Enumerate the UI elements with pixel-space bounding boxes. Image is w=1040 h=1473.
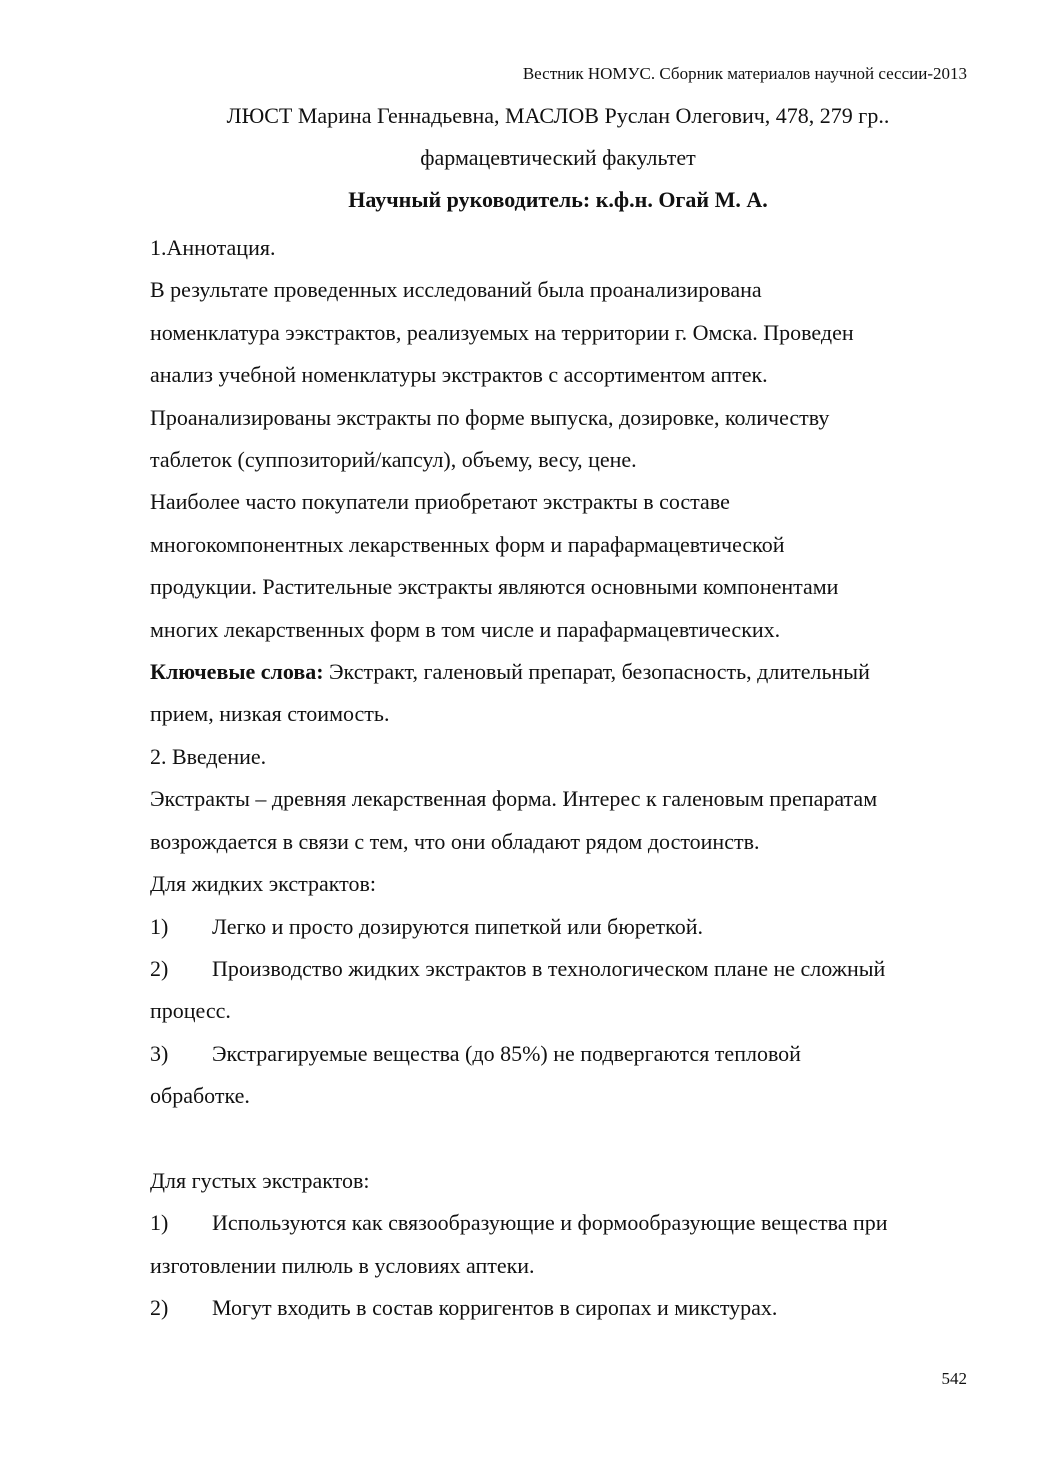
faculty-line: фармацевтический факультет [420, 145, 696, 170]
annotation-heading: 1.Аннотация. [150, 235, 276, 260]
list-item [150, 1202, 972, 1244]
intro-heading: 2. Введение. [150, 743, 267, 769]
list-number: 1) [150, 1210, 169, 1236]
annotation-line: В результате проведенных исследований была проанализирована [150, 277, 762, 303]
running-header: Вестник НОМУС. Сборник материалов научной сессии-2013 [522, 64, 967, 83]
annotation-line: Наиболее часто покупатели приобретают экстракты в составе [150, 489, 730, 515]
liquid-heading: Для жидких экстрактов: [150, 871, 376, 897]
blank-line [150, 1118, 972, 1160]
list-item-continuation: процесс. [150, 998, 231, 1024]
article-body [150, 227, 972, 1330]
annotation-line: Проанализированы экстракты по форме выпуска, дозировке, количеству [150, 404, 830, 430]
list-number: 2) [150, 955, 169, 981]
list-text: Используются как связообразующие и формообразующие вещества при [212, 1210, 888, 1236]
authors-line: ЛЮСТ Марина Геннадьевна, МАСЛОВ Руслан Олегович, 478, 279 гр.. [226, 103, 890, 128]
list-number: 2) [150, 1295, 169, 1321]
list-text: Могут входить в состав корригентов в сиропах и микстурах. [212, 1295, 778, 1321]
list-item-continuation: обработке. [150, 1083, 250, 1109]
keywords-label: Ключевые слова: [150, 659, 324, 685]
list-text: Легко и просто дозируются пипеткой или бюреткой. [212, 913, 704, 939]
annotation-line: номенклатура ээкстрактов, реализуемых на территории г. Омска. Проведен [150, 319, 854, 345]
keywords-line [150, 651, 972, 693]
intro-line: возрождается в связи с тем, что они обладают рядом достоинств. [150, 828, 760, 854]
list-item [150, 1033, 972, 1075]
keywords-continuation: прием, низкая стоимость. [150, 701, 390, 727]
annotation-line: анализ учебной номенклатуры экстрактов с ассортиментом аптек. [150, 362, 768, 388]
list-text: Производство жидких экстрактов в технологическом плане не сложный [212, 955, 886, 981]
supervisor-line: Научный руководитель: к.ф.н. Огай М. А. [348, 187, 768, 212]
keywords-text: Экстракт, галеновый препарат, безопасность, длительный [323, 659, 870, 685]
list-item [150, 1287, 972, 1329]
list-number: 3) [150, 1040, 169, 1066]
intro-line: Экстракты – древняя лекарственная форма. Интерес к галеновым препаратам [150, 786, 878, 812]
list-number: 1) [150, 913, 169, 939]
annotation-line: многокомпонентных лекарственных форм и парафармацевтической [150, 531, 785, 557]
thick-heading: Для густых экстрактов: [150, 1167, 370, 1193]
list-text: Экстрагируемые вещества (до 85%) не подвергаются тепловой [212, 1040, 801, 1066]
annotation-line: продукции. Растительные экстракты являются основными компонентами [150, 574, 839, 600]
list-item-continuation: изготовлении пилюль в условиях аптеки. [150, 1252, 535, 1278]
annotation-line: многих лекарственных форм в том числе и парафармацевтических. [150, 616, 781, 642]
list-item [150, 906, 972, 948]
page-number: 542 [941, 1369, 967, 1388]
list-item [150, 948, 972, 990]
annotation-line: таблеток (суппозиторий/капсул), объему, весу, цене. [150, 447, 637, 473]
